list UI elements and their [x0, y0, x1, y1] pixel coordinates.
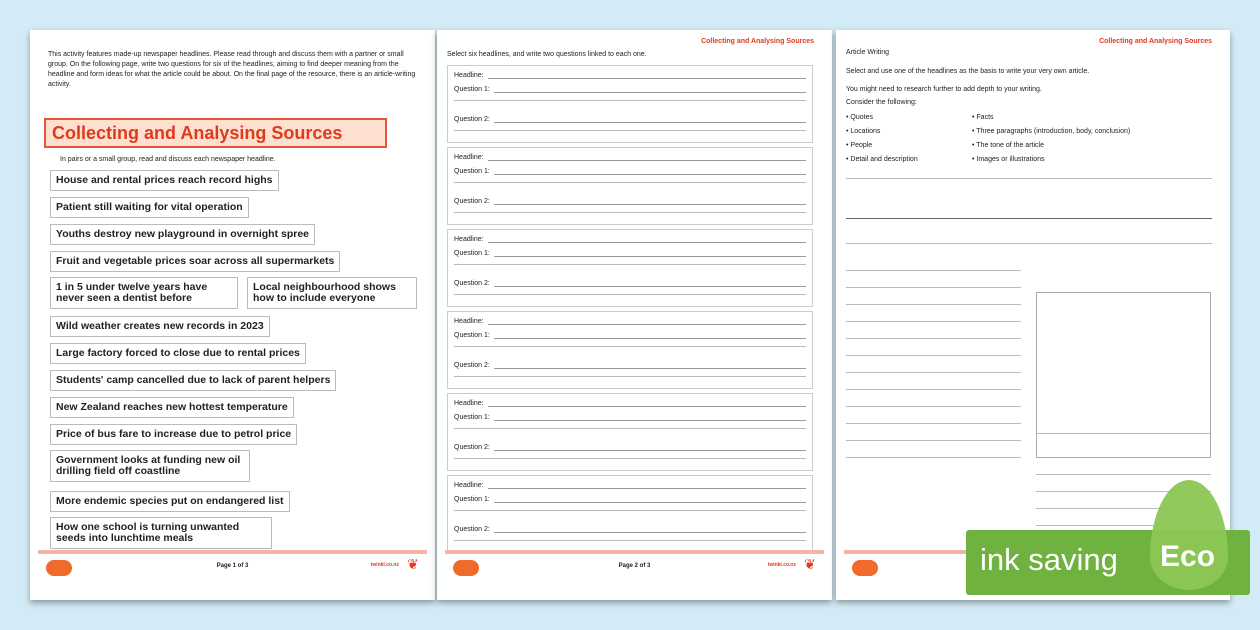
row-label: Headline:	[454, 400, 484, 407]
page-1	[30, 30, 435, 600]
row-label: Question 1:	[454, 250, 490, 257]
answer-row[interactable]	[454, 198, 806, 205]
answer-row[interactable]	[454, 444, 806, 451]
bullet-item: • Locations	[846, 128, 881, 135]
headline-card: Patient still waiting for vital operation	[50, 197, 249, 218]
eco-label: Eco	[1160, 540, 1216, 573]
row-label: Question 2:	[454, 362, 490, 369]
page-2	[437, 30, 832, 600]
answer-line[interactable]	[454, 182, 806, 183]
writing-line[interactable]	[846, 457, 1021, 458]
row-label: Question 2:	[454, 526, 490, 533]
writing-line[interactable]	[846, 389, 1021, 390]
headline-card: Youths destroy new playground in overnight spree	[50, 224, 315, 245]
answer-line[interactable]	[494, 496, 806, 503]
question-block	[447, 65, 813, 143]
writing-line[interactable]	[846, 372, 1021, 373]
headline-card: Government looks at funding new oil drilling field off coastline	[50, 450, 250, 482]
answer-row[interactable]	[454, 414, 806, 421]
answer-row[interactable]	[454, 168, 806, 175]
answer-line[interactable]	[494, 250, 806, 257]
page-title: Collecting and Analysing Sources	[44, 118, 387, 148]
writing-line[interactable]	[846, 440, 1021, 441]
row-label: Headline:	[454, 236, 484, 243]
badge-text: ink saving	[980, 542, 1118, 577]
instruction-1: Select and use one of the headlines as the basis to write your very own article.	[846, 68, 1090, 75]
answer-row[interactable]	[454, 362, 806, 369]
writing-line[interactable]	[846, 355, 1021, 356]
answer-line[interactable]	[494, 332, 806, 339]
row-label: Headline:	[454, 318, 484, 325]
headline-card: Large factory forced to close due to rental prices	[50, 343, 306, 364]
row-label: Headline:	[454, 72, 484, 79]
answer-line[interactable]	[454, 294, 806, 295]
answer-line[interactable]	[454, 376, 806, 377]
answer-line[interactable]	[454, 458, 806, 459]
answer-row[interactable]	[454, 400, 806, 407]
bullet-item: • Detail and description	[846, 156, 918, 163]
row-label: Question 2:	[454, 116, 490, 123]
answer-line[interactable]	[488, 400, 806, 407]
row-label: Headline:	[454, 154, 484, 161]
row-label: Question 2:	[454, 198, 490, 205]
section-heading: Article Writing	[846, 49, 890, 56]
answer-line[interactable]	[488, 72, 806, 79]
question-block	[447, 393, 813, 471]
answer-line[interactable]	[454, 428, 806, 429]
row-label: Question 1:	[454, 414, 490, 421]
fern-icon: ❦	[804, 556, 816, 572]
bullet-item: • Three paragraphs (introduction, body, conclusion)	[972, 128, 1131, 135]
row-label: Question 1:	[454, 86, 490, 93]
answer-line[interactable]	[494, 116, 806, 123]
bullet-item: • Facts	[972, 114, 994, 121]
headline-card: Students' camp cancelled due to lack of parent helpers	[50, 370, 336, 391]
instruction-3: Consider the following:	[846, 99, 917, 106]
question-block	[447, 147, 813, 225]
headline-card: More endemic species put on endangered list	[50, 491, 290, 512]
answer-row[interactable]	[454, 236, 806, 243]
answer-row[interactable]	[454, 482, 806, 489]
answer-line[interactable]	[494, 280, 806, 287]
row-label: Question 1:	[454, 168, 490, 175]
answer-row[interactable]	[454, 86, 806, 93]
answer-line[interactable]	[494, 414, 806, 421]
instruction-2: You might need to research further to add depth to your writing.	[846, 86, 1042, 93]
bullet-item: • Images or illustrations	[972, 156, 1045, 163]
headline-card: 1 in 5 under twelve years have never seen a dentist before	[50, 277, 238, 309]
answer-row[interactable]	[454, 116, 806, 123]
writing-line[interactable]	[846, 178, 1212, 179]
writing-line[interactable]	[846, 270, 1021, 271]
headline-card: New Zealand reaches new hottest temperature	[50, 397, 294, 418]
writing-line[interactable]	[846, 321, 1021, 322]
answer-line[interactable]	[454, 130, 806, 131]
footer	[38, 550, 427, 586]
question-block	[447, 475, 813, 553]
answer-line[interactable]	[454, 100, 806, 101]
answer-row[interactable]	[454, 154, 806, 161]
answer-line[interactable]	[454, 264, 806, 265]
answer-line[interactable]	[488, 318, 806, 325]
answer-row[interactable]	[454, 496, 806, 503]
answer-line[interactable]	[488, 154, 806, 161]
row-label: Question 2:	[454, 444, 490, 451]
answer-line[interactable]	[494, 198, 806, 205]
answer-line[interactable]	[454, 540, 806, 541]
row-label: Question 1:	[454, 332, 490, 339]
writing-line[interactable]	[846, 218, 1212, 219]
row-label: Headline:	[454, 482, 484, 489]
page-header: Collecting and Analysing Sources	[701, 38, 814, 45]
writing-line[interactable]	[1036, 474, 1211, 475]
question-block	[447, 229, 813, 307]
answer-row[interactable]	[454, 280, 806, 287]
answer-line[interactable]	[454, 212, 806, 213]
bullet-item: • Quotes	[846, 114, 873, 121]
headline-card: How one school is turning unwanted seeds into lunchtime meals	[50, 517, 272, 549]
writing-line[interactable]	[846, 423, 1021, 424]
writing-line[interactable]	[846, 304, 1021, 305]
bullet-item: • The tone of the article	[972, 142, 1044, 149]
page-header: Collecting and Analysing Sources	[1099, 38, 1212, 45]
writing-line[interactable]	[846, 338, 1021, 339]
row-label: Question 1:	[454, 496, 490, 503]
headline-card: Price of bus fare to increase due to petrol price	[50, 424, 297, 445]
instruction-text: Select six headlines, and write two questions linked to each one.	[447, 51, 647, 58]
writing-line[interactable]	[846, 287, 1021, 288]
answer-line[interactable]	[494, 362, 806, 369]
answer-line[interactable]	[494, 86, 806, 93]
answer-row[interactable]	[454, 72, 806, 79]
answer-line[interactable]	[454, 510, 806, 511]
answer-row[interactable]	[454, 526, 806, 533]
row-label: Question 2:	[454, 280, 490, 287]
headline-card: House and rental prices reach record highs	[50, 170, 279, 191]
page-number: Page 2 of 3	[618, 563, 651, 569]
instruction-text: In pairs or a small group, read and discuss each newspaper headline.	[60, 156, 276, 163]
writing-line[interactable]	[846, 406, 1021, 407]
footer	[445, 550, 824, 586]
twinkl-logo-icon	[852, 560, 878, 576]
page-number: Page 1 of 3	[216, 563, 249, 569]
answer-row[interactable]	[454, 318, 806, 325]
bullet-item: • People	[846, 142, 873, 149]
answer-row[interactable]	[454, 332, 806, 339]
answer-line[interactable]	[494, 168, 806, 175]
brand-text: twinkl.co.nz	[370, 562, 399, 568]
answer-line[interactable]	[488, 236, 806, 243]
headline-card: Wild weather creates new records in 2023	[50, 316, 270, 337]
fern-icon: ❦	[407, 556, 419, 572]
answer-row[interactable]	[454, 250, 806, 257]
writing-line[interactable]	[846, 243, 1212, 244]
image-box	[1036, 292, 1211, 458]
intro-text: This activity features made-up newspaper headlines. Please read through and discuss them with a partner or small group. On the following page, write two questions for six of the headlines, aiming to find deeper meaning from the headline and form ideas for what the article could be about. On the final page of the resource, there is an article-writing activity.	[48, 51, 416, 88]
answer-line[interactable]	[454, 346, 806, 347]
headline-card: Fruit and vegetable prices soar across all supermarkets	[50, 251, 340, 272]
answer-line[interactable]	[488, 482, 806, 489]
headline-card: Local neighbourhood shows how to include everyone	[247, 277, 417, 309]
question-block	[447, 311, 813, 389]
answer-line[interactable]	[494, 526, 806, 533]
answer-line[interactable]	[494, 444, 806, 451]
brand-text: twinkl.co.nz	[767, 562, 796, 568]
